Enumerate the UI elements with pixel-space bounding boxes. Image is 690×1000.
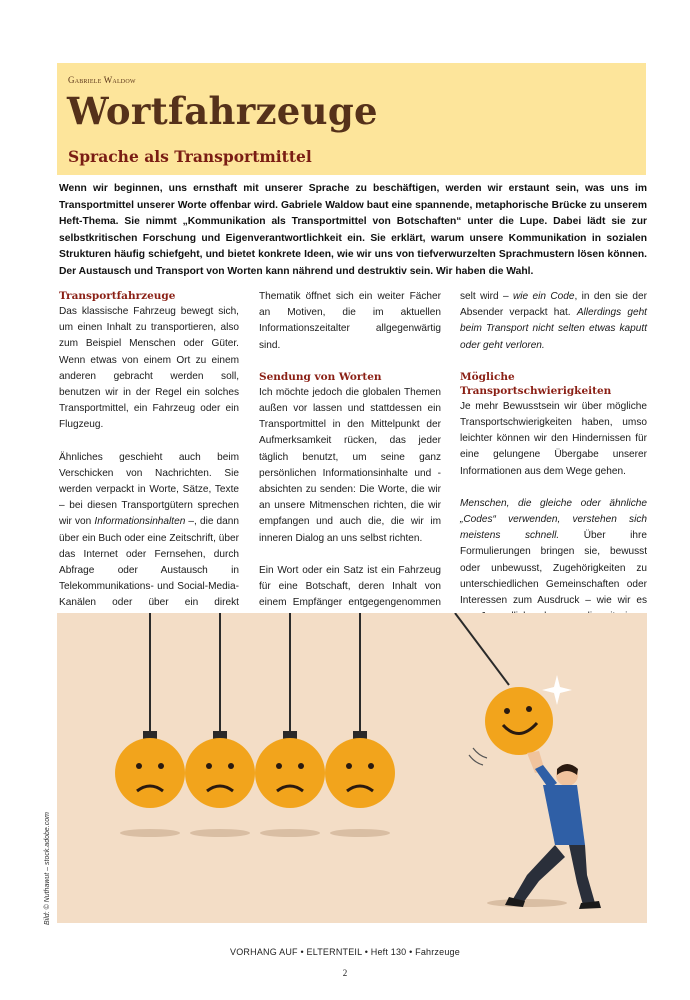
paragraph: Ich möchte jedoch die globalen Themen außen vor lassen und stattdessen ein Transportmittel in den Mittelpunkt der Aufmerksamkeit rücken, das jeder täglich benutzt, um seine ganz persönlichen Informationsinhalte und -absichten zu senden: Die Worte, die wir an unsere Mitmenschen richten, die wir empfangen und auch die, die wir im inneren Dialog an uns selbst richten. <box>259 386 441 544</box>
article-title: Wortfahrzeuge <box>67 89 378 133</box>
illustration <box>57 613 647 923</box>
section-heading-transportschwierigkeiten: Mögliche Transportschwierigkeiten <box>460 370 612 397</box>
sad-face-icon <box>185 731 255 808</box>
column-3 <box>460 289 647 658</box>
image-credit: Bild: © Nuthawut – stock.adobe.com <box>44 812 51 925</box>
section-heading-sendung: Sendung von Worten <box>259 370 382 383</box>
intro-paragraph: Wenn wir beginnen, uns ernsthaft mit unserer Sprache zu beschäftigen, werden wir erstaunt sein, was uns im Transportmittel unserer Worte offenbar wird. Gabriele Waldow baut eine spannende, metaphorische Brücke zu unserem Heft-Thema. Sie nimmt „Kommunikation als Transportmittel von Botschaften“ unter die Lupe. Dabei lädt sie zur selbstkritischen Forschung und Eigenverantwortlichkeit ein. Sie erklärt, warum unsere Kommunikation in sozialen Strukturen häufig schiefgeht, und bietet konkrete Ideen, wie wir uns von tiefverwurzelten Sprachmustern lösen können. Der Austausch und Transport von Worten kann nährend und destruktiv sein. Wir haben die Wahl. <box>59 183 647 277</box>
header-box <box>57 63 646 175</box>
article-subtitle: Sprache als Transportmittel <box>68 147 312 166</box>
author-name: Gabriele Waldow <box>68 75 136 85</box>
section-heading-transportfahrzeuge: Transportfahrzeuge <box>59 290 176 302</box>
paragraph: Je mehr Bewusstsein wir über mögliche Transportschwierigkeiten haben, umso leichter können wir den Hindernissen für eine gelungene Übergabe unserer Informationen aus dem Wege gehen. <box>460 400 647 477</box>
column-2 <box>259 289 441 644</box>
newtons-cradle-illustration <box>57 613 647 923</box>
paragraph: selt wird – wie ein Code, in den sie der Absender verpackt hat. Allerdings geht beim Transport nicht selten etwas kaputt oder geht verloren. <box>460 291 647 351</box>
happy-face-icon <box>485 687 553 755</box>
sad-face-icon <box>255 731 325 808</box>
page-footer: VORHANG AUF • ELTERNTEIL • Heft 130 • Fahrzeuge <box>230 947 460 957</box>
paragraph: Menschen, die gleiche oder ähnliche „Codes“ verwenden, verstehen sich meistens schnell. Über ihre Formulierungen bringen sie, bewusst oder unbewusst, Zugehörigkeiten zu unterschiedlichen Gemeinschaften oder Interessen zum Ausdruck – wie wir es <box>460 497 647 607</box>
sparkle-icon <box>542 675 572 705</box>
sad-face-icon <box>325 731 395 808</box>
paragraph: Thematik öffnet sich ein weiter Fächer an Motiven, die im aktuellen Informationszeitalter allgegenwärtig sind. <box>259 291 441 351</box>
column-1 <box>59 289 239 660</box>
person-pushing-illustration <box>505 751 601 909</box>
paragraph: Das klassische Fahrzeug bewegt sich, um einen Inhalt zu transportieren, also zum Beispiel Menschen oder Güter. Wenn etwas von einem Ort zu einem anderen gebracht werden soll, benutzen wir in der Regel ein solches Transportmittel, ein Fahrzeug oder ein Flugzeug. <box>59 306 239 431</box>
page-number: 2 <box>342 968 348 978</box>
paragraph: Ähnliches geschieht auch beim Verschicken von Nachrichten. Sie werden verpackt in Worte, Sätze, Texte – bei diesen Transportgütern sprechen wir von Informationsinhalten –, die dann über ein Buch oder eine Zeitschrift, über das Internet oder Fernsehen, durch Abfrage oder Austausch in Telekommunikations- und Social-Media-Kanälen oder über ein direkt <box>59 451 239 609</box>
sad-face-icon <box>115 731 185 808</box>
paragraph: Ein Wort oder ein Satz ist ein Fahrzeug für eine Botschaft, deren Inhalt von einem Empfänger entgegengenommen <box>259 564 441 609</box>
